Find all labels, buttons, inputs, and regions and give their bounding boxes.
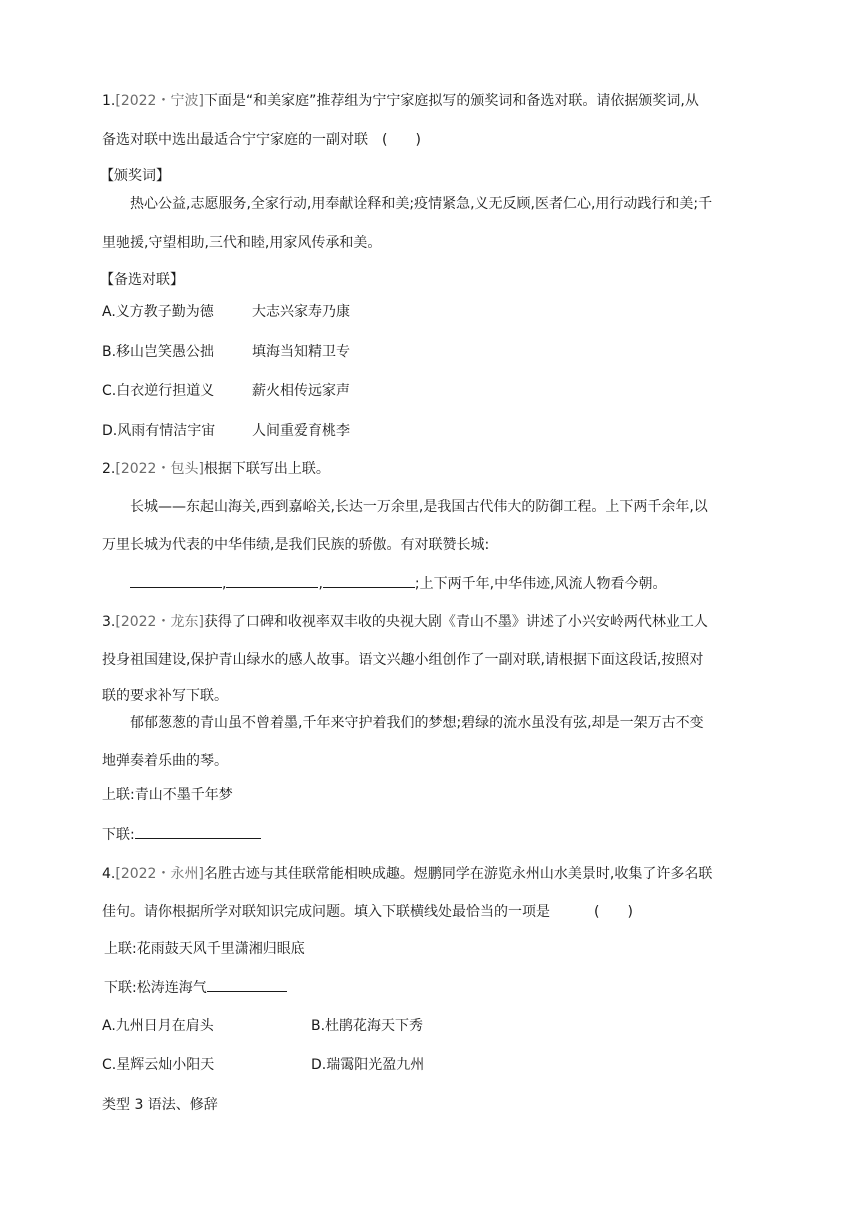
- q1-answer-paren: ( ): [382, 132, 421, 148]
- q2-para-line1: 长城——东起山海关,西到嘉峪关,长达一万余里,是我国古代伟大的防御工程。上下两千余年,以: [130, 499, 708, 515]
- q4-number: 4.: [102, 866, 116, 882]
- q1-option-a: [102, 302, 350, 322]
- q1-option-c-first: C.白衣逆行担道义: [102, 383, 215, 399]
- q1-option-d-first: D.风雨有情洁宇宙: [102, 423, 216, 439]
- q1-award-line1: 热心公益,志愿服务,全家行动,用奉献诠释和美;疫情紧急,义无反顾,医者仁心,用行动践行和美;千: [130, 196, 713, 212]
- q4-stem-line1: [102, 864, 712, 884]
- q3-stem-line2: 投身祖国建设,保护青山绿水的感人故事。语文兴趣小组创作了一副对联,请根据下面这段话,按照对: [102, 652, 704, 668]
- q4-options-row2: [102, 1055, 424, 1075]
- q1-option-b: [102, 342, 350, 362]
- q1-option-a-second: 大志兴家寿乃康: [252, 304, 350, 320]
- q2-tail: ;上下两千年,中华伟迹,风流人物看今朝。: [414, 576, 667, 592]
- q2-comma-1: ,: [222, 576, 227, 592]
- q2-blank-3[interactable]: [323, 573, 415, 588]
- q2-source: [2022・包头]: [115, 461, 204, 477]
- q4-stem-line2: [102, 902, 633, 922]
- q1-option-a-first: A.义方教子勤为德: [102, 304, 214, 320]
- q3-stem-a: 获得了口碑和收视率双丰收的央视大剧《青山不墨》讲述了小兴安岭两代林业工人: [203, 614, 708, 630]
- q2-para-line2: 万里长城为代表的中华伟绩,是我们民族的骄傲。有对联赞长城:: [102, 537, 490, 553]
- q3-lower-couplet: [102, 824, 261, 845]
- q3-para-line1: 郁郁葱葱的青山虽不曾着墨,千年来守护着我们的梦想;碧绿的流水虽没有弦,却是一架万古不变: [130, 715, 704, 731]
- q4-option-b: B.杜鹃花海天下秀: [311, 1018, 424, 1034]
- q1-option-d-second: 人间重爱育桃李: [252, 423, 350, 439]
- q1-option-d: [102, 421, 350, 441]
- q3-stem-line3: 联的要求补写下联。: [102, 688, 228, 704]
- q1-stem-line2: [102, 130, 421, 150]
- q2-number: 2.: [102, 461, 116, 477]
- q2-blank-1[interactable]: [130, 573, 222, 588]
- q2-stem-text: 根据下联写出上联。: [203, 461, 330, 477]
- q1-stem-line1: [102, 91, 699, 111]
- q1-number: 1.: [102, 93, 116, 109]
- q3-number: 3.: [102, 614, 116, 630]
- q3-stem-line1: [102, 612, 708, 632]
- q3-lower-blank[interactable]: [135, 824, 261, 839]
- q1-option-c-second: 薪火相传远家声: [252, 383, 350, 399]
- section-heading: 类型 3 语法、修辞: [102, 1097, 218, 1113]
- q1-source: [2022・宁波]: [115, 93, 204, 109]
- q1-option-c: [102, 381, 350, 401]
- q3-lower-label: 下联:: [102, 827, 135, 843]
- q4-source: [2022・永州]: [115, 866, 204, 882]
- q4-option-d: D.瑞霭阳光盈九州: [311, 1057, 425, 1073]
- q4-option-a: A.九州日月在肩头: [102, 1018, 214, 1034]
- q1-stem-b: 备选对联中选出最适合宁宁家庭的一副对联: [102, 132, 368, 148]
- q2-blank-2[interactable]: [226, 573, 318, 588]
- q1-options-heading: 【备选对联】: [100, 272, 184, 288]
- q1-option-b-first: B.移山岂笑愚公拙: [102, 344, 215, 360]
- q2-stem: [102, 459, 330, 479]
- q4-lower-blank[interactable]: [207, 977, 287, 992]
- q4-answer-paren: ( ): [594, 904, 633, 920]
- q4-stem-a: 名胜古迹与其佳联常能相映成趣。煜鹏同学在游览永州山水美景时,收集了许多名联: [203, 866, 713, 882]
- q1-award-line2: 里驰援,守望相助,三代和睦,用家风传承和美。: [102, 235, 382, 251]
- q4-lower-label: 下联:松涛连海气: [104, 980, 207, 996]
- q2-comma-2: ,: [318, 576, 323, 592]
- q1-award-heading: 【颁奖词】: [100, 168, 170, 184]
- q4-stem-b: 佳句。请你根据所学对联知识完成问题。填入下联横线处最恰当的一项是: [102, 904, 550, 920]
- q1-stem-a: 下面是“和美家庭”推荐组为宁宁家庭拟写的颁奖词和备选对联。请依据颁奖词,从: [203, 93, 699, 109]
- q2-fill-line: [130, 573, 667, 594]
- q3-source: [2022・龙东]: [115, 614, 204, 630]
- q4-option-c: C.星辉云灿小阳天: [102, 1057, 215, 1073]
- q1-option-b-second: 填海当知精卫专: [252, 344, 350, 360]
- q4-upper-couplet: 上联:花雨鼓天风千里潇湘归眼底: [104, 941, 305, 957]
- q4-options-row1: [102, 1016, 423, 1036]
- q4-lower-couplet: [104, 977, 287, 998]
- q3-para-line2: 地弹奏着乐曲的琴。: [102, 753, 228, 769]
- q3-upper-couplet: 上联:青山不墨千年梦: [102, 787, 233, 803]
